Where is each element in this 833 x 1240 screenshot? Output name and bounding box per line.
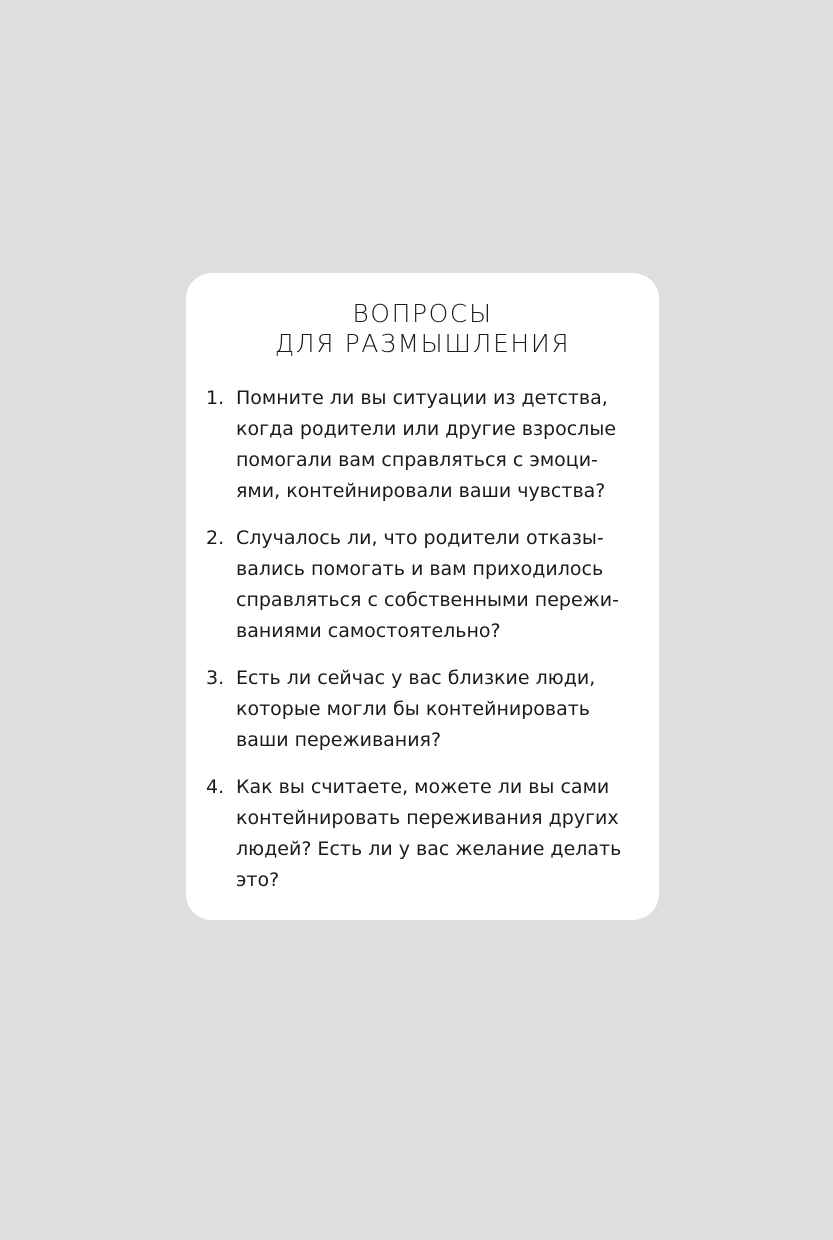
question-number: 2. [206, 527, 225, 549]
card-title [186, 299, 659, 359]
question-text-line: ваниями самостоятельно? [236, 620, 501, 642]
question-text-line: людей? Есть ли у вас желание делать [236, 838, 622, 860]
question-text-line: Помните ли вы ситуации из детства, [236, 387, 608, 409]
question-text-line: это? [236, 869, 280, 891]
question-text-line: вались помогать и вам приходилось [236, 558, 604, 580]
question-text-line: Случалось ли, что родители отказы- [236, 527, 604, 549]
question-text-line: когда родители или другие взрослые [236, 418, 617, 440]
question-text-line: ваши переживания? [236, 729, 442, 751]
question-text-line: Как вы считаете, можете ли вы сами [236, 776, 610, 798]
question-number: 3. [206, 667, 225, 689]
question-text-line: ями, контейнировали ваши чувства? [236, 480, 606, 502]
question-text-line: помогали вам справляться с эмоци- [236, 449, 598, 471]
question-number: 1. [206, 387, 225, 409]
question-text-line: контейнировать переживания других [236, 807, 619, 829]
reflection-questions-card [186, 273, 659, 920]
question-text-line: справляться с собственными пережи- [236, 589, 619, 611]
question-number: 4. [206, 776, 225, 798]
question-text-line: Есть ли сейчас у вас близкие люди, [236, 667, 596, 689]
question-text-line: которые могли бы контейнировать [236, 698, 591, 720]
card-title-line-1: ВОПРОСЫ [352, 299, 493, 328]
card-title-line-2: ДЛЯ РАЗМЫШЛЕНИЯ [274, 329, 571, 358]
